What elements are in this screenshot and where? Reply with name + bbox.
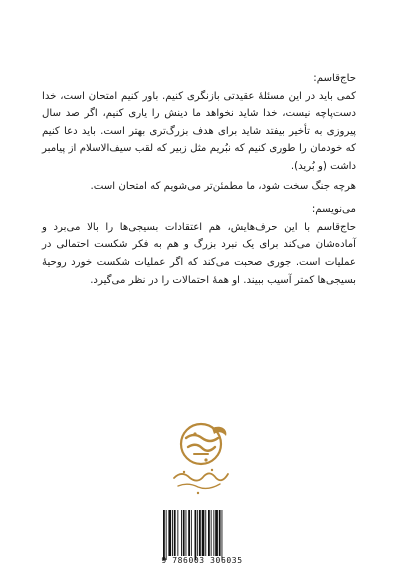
barcode-bar — [211, 510, 212, 556]
book-text — [42, 70, 356, 289]
barcode-bar — [183, 510, 185, 556]
logo-dot-2 — [204, 458, 207, 461]
barcode-bar — [168, 510, 171, 556]
paragraph-1: کمی باید در این مسئلهٔ عقیدتی بازنگری کنیم. باور کنیم امتحان است، خدا دست‌پاچه نیست، خدا شاید نخواهد ما دینش را یاری کنیم، اگر صد سال پیروزی به تأخیر بیفتد شاید برای هدف بزرگ‌تری بهتر است. باید دعا کنیم که خودمان را طوری کنیم که نبُریم مثل زبیر که لقب سیف‌الاسلام از پیامبر داشت (و بُرید). — [42, 90, 356, 172]
barcode-bar — [172, 510, 173, 556]
publisher-logo — [168, 420, 234, 496]
logo-dot-4 — [211, 469, 213, 471]
barcode-bar — [166, 510, 167, 560]
barcode-bar — [202, 510, 205, 556]
barcode-bar — [191, 510, 192, 556]
logo-stroke-2 — [188, 445, 215, 451]
logo-dot-5 — [197, 492, 199, 494]
barcode-bar — [188, 510, 190, 556]
paragraph-2: هرچه جنگ سخت شود، ما مطمئن‌تر می‌شویم که امتحان است. — [90, 180, 356, 192]
barcode-bar — [215, 510, 218, 556]
barcode-number: 9 786003 306035 — [161, 556, 243, 565]
logo-stroke-1 — [186, 435, 218, 441]
logo-dot-1 — [193, 432, 196, 435]
barcode-bar — [208, 510, 210, 556]
barcode-bar — [181, 510, 182, 556]
barcode-bar — [197, 510, 198, 556]
barcode-bar — [199, 510, 201, 556]
barcode-bar — [222, 510, 223, 560]
logo-calligraphy-2 — [178, 484, 220, 488]
barcode-bar — [195, 510, 197, 560]
speaker-label-1: حاج‌قاسم: — [313, 73, 356, 84]
barcode-bar — [174, 510, 176, 556]
barcode-bar — [205, 510, 206, 556]
logo-calligraphy-1 — [174, 473, 228, 480]
paragraph-3: حاج‌قاسم با این حرف‌هایش، هم اعتقادات بسیجی‌ها را بالا می‌برد و آماده‌شان می‌کند برای یک نبرد بزرگ و هم به فکر شکست احتمالی در عملیات است. جوری صحبت می‌کند که اگر عملیات شکست خورد روحیهٔ بسیجی‌ها کمتر آسیب ببیند. او همهٔ احتمالات را در نظر می‌گیرد. — [42, 221, 356, 286]
barcode-bar — [163, 510, 165, 560]
barcode-bar — [186, 510, 187, 556]
logo-dot-3 — [183, 471, 185, 473]
barcode-bar — [213, 510, 214, 556]
barcode-bar — [219, 510, 221, 556]
barcode-bar — [177, 510, 178, 556]
speaker-label-2: می‌نویسم: — [311, 204, 356, 216]
